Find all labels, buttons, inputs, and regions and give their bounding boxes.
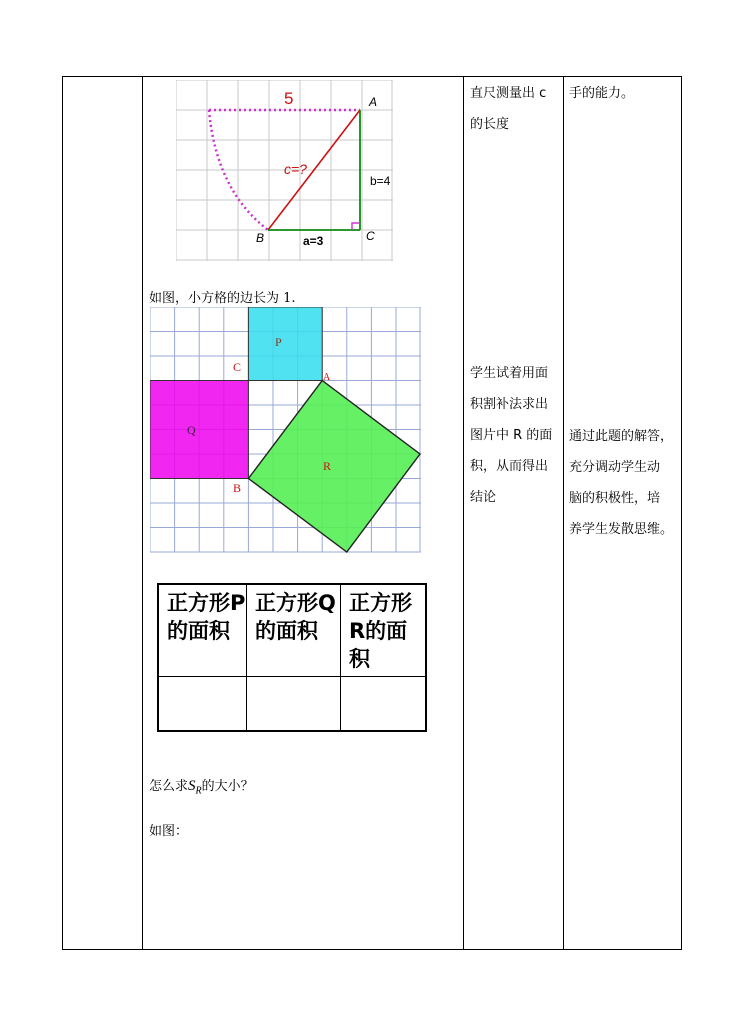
question-suffix: 的大小？ [201, 779, 254, 794]
question-prefix: 怎么求 [149, 779, 189, 794]
label-r: R [323, 459, 332, 473]
hypotenuse-label: c=? [284, 161, 307, 177]
col3-line: 图片中 R 的面 [470, 428, 553, 443]
cell-area-q [247, 677, 341, 730]
col4-line: 养学生发散思维。 [569, 522, 674, 537]
question-subscript: R [195, 785, 202, 797]
question-text [149, 775, 254, 797]
label-b: B [233, 481, 242, 495]
side-b-label: b=4 [370, 174, 391, 188]
label-q: Q [187, 423, 196, 437]
point-b-label: B [256, 231, 265, 245]
label-c: C [233, 360, 242, 374]
col4-line: 充分调动学生动 [569, 460, 661, 475]
col3-line: 积，从而得出 [470, 459, 549, 474]
col4-line: 脑的积极性，培 [569, 491, 661, 506]
col3-line: 直尺测量出 c [470, 86, 547, 101]
col4-line: 通过此题的解答， [569, 429, 674, 444]
cell-area-p [159, 677, 247, 730]
top-length-label: 5 [284, 89, 294, 108]
col3-line: 的长度 [470, 117, 510, 132]
col3-line: 积割补法求出 [470, 397, 549, 412]
area-table [157, 583, 427, 732]
col4-purpose-text [569, 421, 677, 545]
column-divider [563, 76, 564, 950]
squares-figure [150, 307, 422, 553]
column-divider [463, 76, 464, 950]
square-q [150, 381, 248, 479]
column-divider [142, 76, 143, 950]
col3-line: 结论 [470, 490, 497, 505]
point-c-label: C [366, 229, 375, 243]
side-a-label: a=3 [303, 234, 324, 248]
ru-tu-label: 如图： [149, 824, 189, 839]
col3-method-text [470, 358, 558, 513]
header-area-r: 正方形R的面积 [341, 585, 425, 677]
question-symbol: S [188, 778, 196, 794]
caption-grid-unit: 如图，小方格的边长为 1. [149, 291, 296, 306]
col4-ability-text: 手的能力。 [569, 86, 635, 101]
right-angle-mark [352, 223, 360, 230]
square-p [248, 307, 322, 381]
col3-line: 学生试着用面 [470, 366, 549, 381]
header-area-q: 正方形Q的面积 [247, 585, 341, 677]
header-area-p: 正方形P的面积 [159, 585, 247, 677]
col3-measure-text [470, 78, 558, 140]
triangle-figure [176, 80, 394, 262]
label-p: P [275, 335, 282, 349]
point-a-label: A [369, 95, 378, 109]
label-a: A [323, 372, 331, 383]
square-r [248, 381, 420, 553]
